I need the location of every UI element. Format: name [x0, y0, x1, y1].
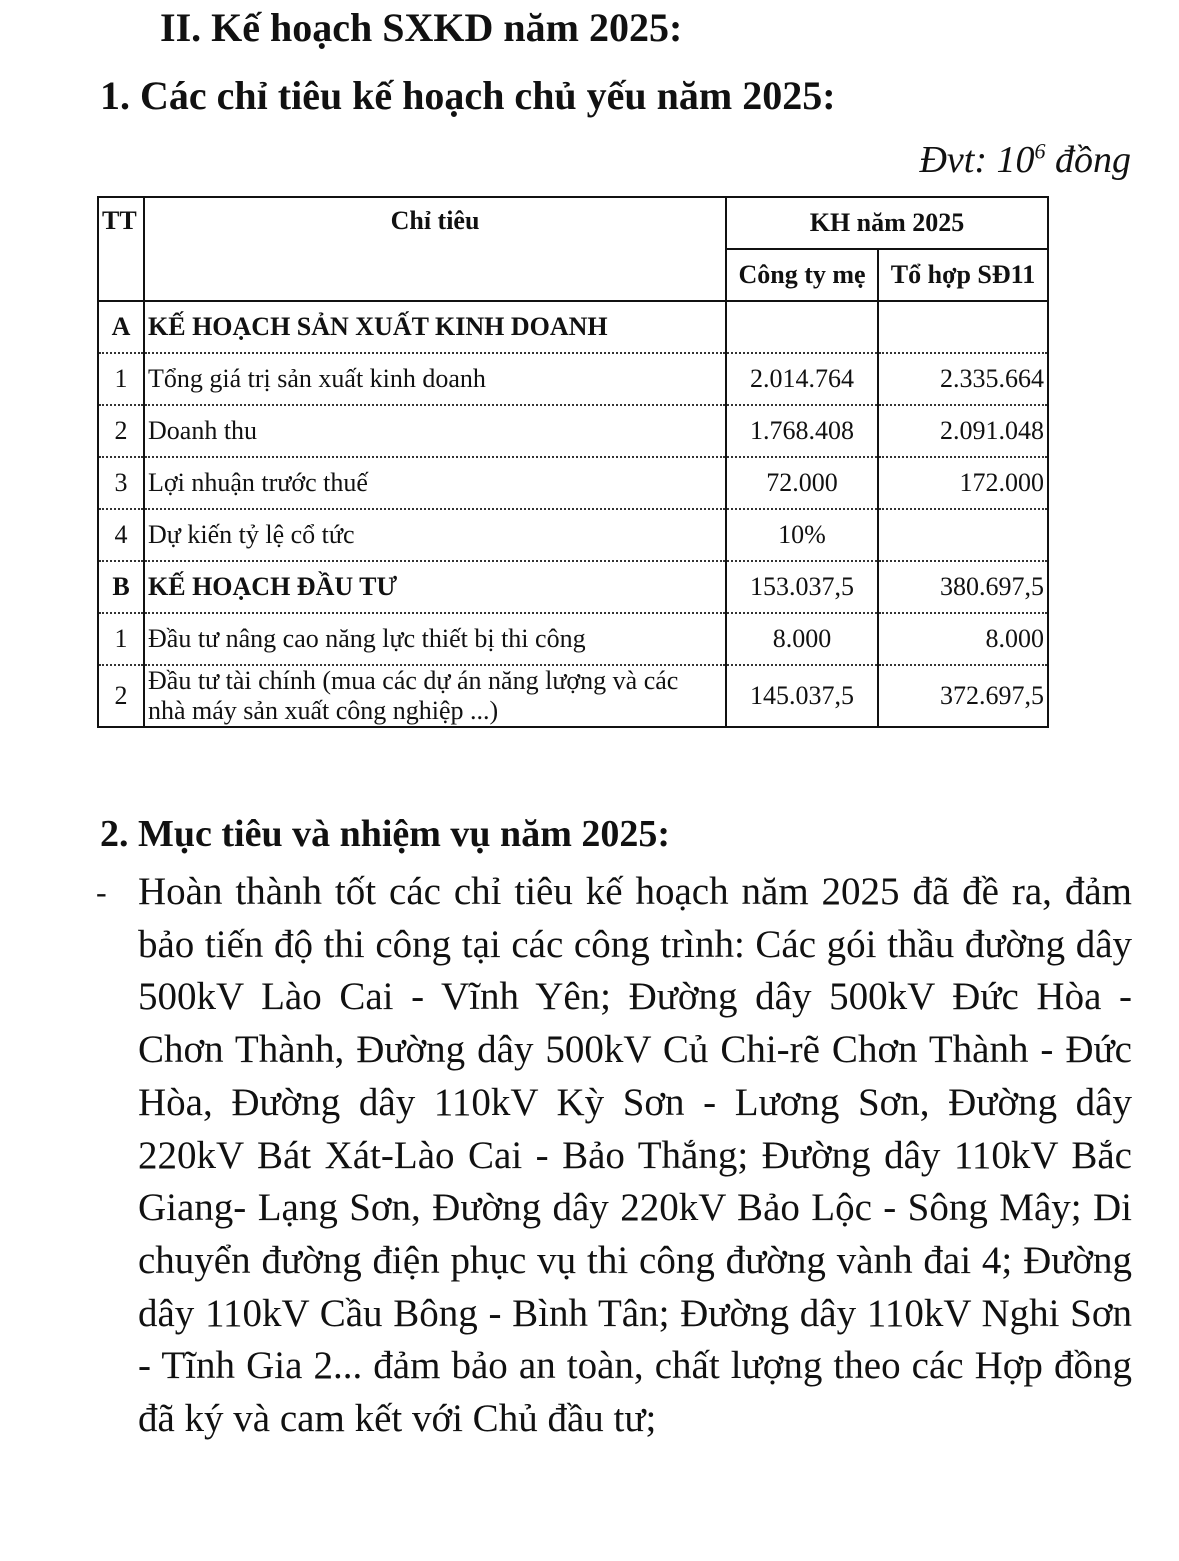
unit-prefix: Đvt: 10 — [919, 139, 1035, 181]
unit-power: 6 — [1034, 138, 1046, 164]
row-name: Tổng giá trị sản xuất kinh doanh — [144, 353, 726, 405]
header-name: Chỉ tiêu — [144, 197, 726, 301]
table-row — [98, 613, 1048, 665]
row-group: 372.697,5 — [878, 665, 1048, 727]
row-tt: B — [98, 561, 144, 613]
table-row — [98, 665, 1048, 727]
table-row — [98, 509, 1048, 561]
section-heading-goals: 2. Mục tiêu và nhiệm vụ năm 2025: — [100, 813, 670, 855]
table-row — [98, 301, 1048, 353]
row-parent: 145.037,5 — [726, 665, 878, 727]
row-parent — [726, 301, 878, 353]
row-tt: 1 — [98, 613, 144, 665]
section-heading-targets: 1. Các chỉ tiêu kế hoạch chủ yếu năm 2025: — [100, 73, 836, 118]
row-name: KẾ HOẠCH ĐẦU TƯ — [144, 561, 726, 613]
row-tt: 3 — [98, 457, 144, 509]
header-parent: Công ty mẹ — [726, 249, 878, 301]
row-tt: A — [98, 301, 144, 353]
row-group: 380.697,5 — [878, 561, 1048, 613]
unit-note — [919, 138, 1131, 182]
header-plan: KH năm 2025 — [726, 197, 1048, 249]
row-name: Doanh thu — [144, 405, 726, 457]
row-group — [878, 509, 1048, 561]
header-tt: TT — [98, 197, 144, 301]
row-parent: 1.768.408 — [726, 405, 878, 457]
row-tt: 1 — [98, 353, 144, 405]
table-row — [98, 457, 1048, 509]
row-name: Dự kiến tỷ lệ cổ tức — [144, 509, 726, 561]
section-heading-plan: II. Kế hoạch SXKD năm 2025: — [160, 5, 683, 50]
row-tt: 2 — [98, 665, 144, 727]
row-group: 2.335.664 — [878, 353, 1048, 405]
header-group: Tổ hợp SĐ11 — [878, 249, 1048, 301]
goals-text: Hoàn thành tốt các chỉ tiêu kế hoạch năm 2025 đã đề ra, đảm bảo tiến độ thi công tại các công trình: Các gói thầu đường dây 500kV Lào Cai - Vĩnh Yên; Đường dây 500kV Đức Hòa - Chơn Thành, Đường dây 500kV Củ Chi-rẽ Chơn Thành - Đức Hòa, Đường dây 110kV Kỳ Sơn - Lương Sơn, Đường dây 220kV Bát Xát-Lào Cai - Bảo Thắng; Đường dây 110kV Bắc Giang- Lạng Sơn, Đường dây 220kV Bảo Lộc - Sông Mây; Di chuyển đường điện phục vụ thi công đường vành đai 4; Đường dây 110kV Cầu Bông - Bình Tân; Đường dây 110kV Nghi Sơn - Tĩnh Gia 2... đảm bảo an toàn, chất lượng theo các Hợp đồng đã ký và cam kết với Chủ đầu tư; — [138, 870, 1132, 1441]
bullet-dash: - — [96, 874, 107, 910]
row-parent: 72.000 — [726, 457, 878, 509]
row-tt: 2 — [98, 405, 144, 457]
row-parent: 153.037,5 — [726, 561, 878, 613]
row-name: Lợi nhuận trước thuế — [144, 457, 726, 509]
row-name: KẾ HOẠCH SẢN XUẤT KINH DOANH — [144, 301, 726, 353]
goals-paragraph — [96, 866, 1132, 1446]
table-row — [98, 353, 1048, 405]
row-group: 2.091.048 — [878, 405, 1048, 457]
plan-table — [97, 196, 1049, 728]
table-row — [98, 561, 1048, 613]
row-group: 8.000 — [878, 613, 1048, 665]
row-parent: 2.014.764 — [726, 353, 878, 405]
row-parent: 8.000 — [726, 613, 878, 665]
table-row — [98, 405, 1048, 457]
table-header-row — [98, 197, 1048, 249]
row-parent: 10% — [726, 509, 878, 561]
row-group: 172.000 — [878, 457, 1048, 509]
unit-suffix: đồng — [1045, 139, 1131, 181]
row-name: Đầu tư tài chính (mua các dự án năng lượng và các nhà máy sản xuất công nghiệp ...) — [144, 665, 726, 727]
row-name: Đầu tư nâng cao năng lực thiết bị thi công — [144, 613, 726, 665]
row-group — [878, 301, 1048, 353]
row-tt: 4 — [98, 509, 144, 561]
